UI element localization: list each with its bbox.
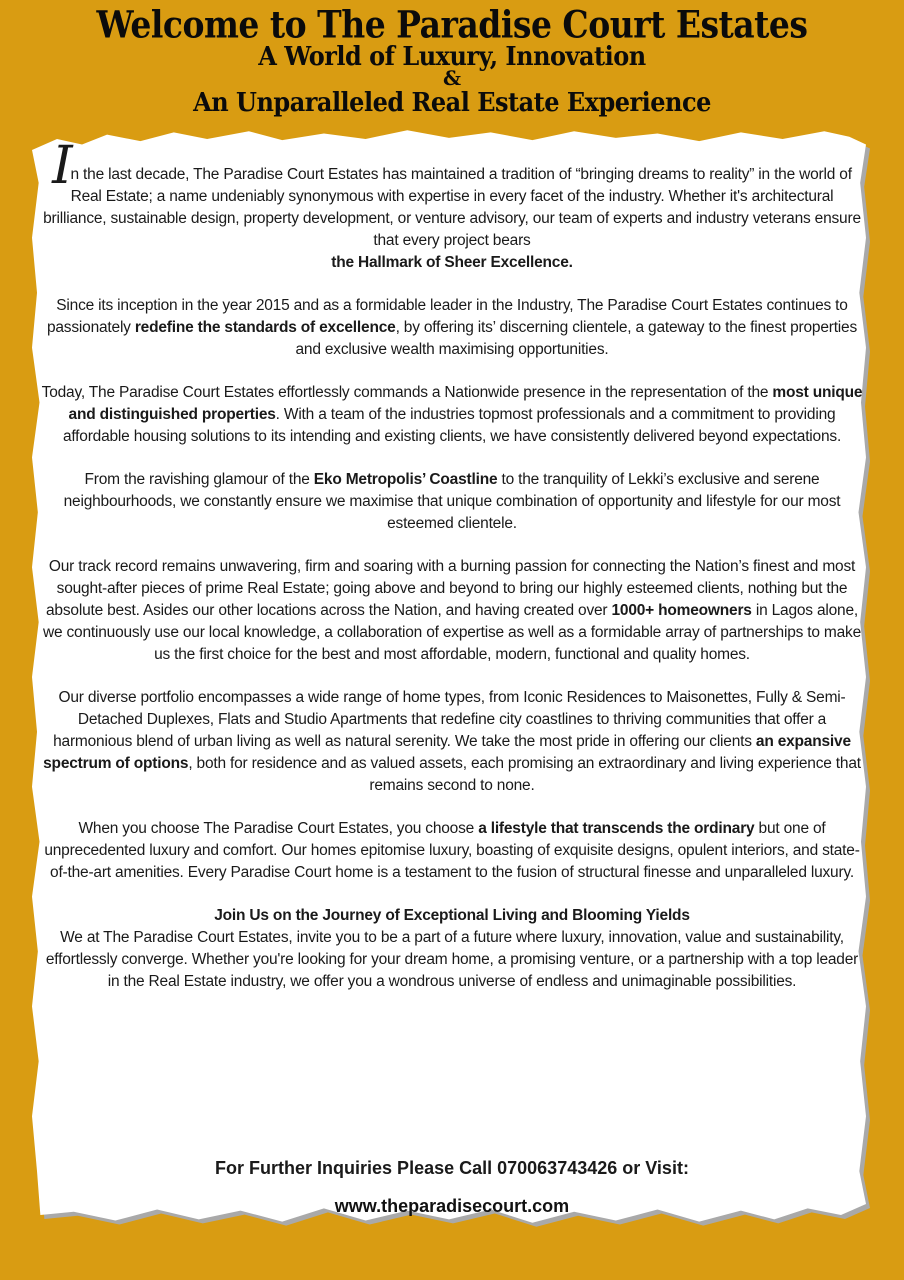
header	[0, 0, 904, 116]
page-title: Welcome to The Paradise Court Estates	[96, 2, 808, 47]
website-link-wrapper	[40, 1196, 864, 1217]
paragraph-join-us: Join Us on the Journey of Exceptional Living and Blooming Yields We at The Paradise Court Estates, invite you to be a part of a future where luxury, innovation, value and sustainability, effortlessly converge. Whether you're looking for your dream home, a promising venture, or a partnership with a top leader in the Real Estate industry, we offer you a wondrous universe of endless and unimaginable possibilities.	[45, 907, 859, 990]
contact-line: For Further Inquiries Please Call 070063743426 or Visit:	[215, 1158, 689, 1178]
paragraph-presence: Today, The Paradise Court Estates effortlessly commands a Nationwide presence in the representation of the most unique and distinguished properties. With a team of the industries topmost professionals and a commitment to providing affordable housing solutions to its intending and existing clients, we have consistently delivered beyond expectations.	[41, 384, 863, 445]
subtitle-line-2: An Unparalleled Real Estate Experience	[193, 85, 711, 118]
subtitle-ampersand: &	[442, 66, 462, 90]
join-us-heading: Join Us on the Journey of Exceptional Living and Blooming Yields	[214, 907, 690, 924]
paragraph-portfolio: Our diverse portfolio encompasses a wide range of home types, from Iconic Residences to Maisonettes, Fully & Semi-Detached Duplexes, Flats and Studio Apartments that redefine city coastlines to thriving communities that offer a harmonious blend of urban living as well as natural serenity. We take the most pride in offering our clients an expansive spectrum of options, both for residence and as valued assets, each promising an extraordinary and living experience that remains second to none.	[43, 689, 861, 794]
website-link[interactable]: www.theparadisecourt.com	[334, 1196, 570, 1216]
paragraph-intro: In the last decade, The Paradise Court Estates has maintained a tradition of “bringing dreams to reality” in the world of Real Estate; a name undeniably synonymous with expertise in every facet of the industry. Whether it's architectural brilliance, sustainable design, property development, or venture advisory, our team of experts and industry veterans ensure that every project bears the Hallmark of Sheer Excellence.	[43, 136, 861, 271]
paragraph-coastline: From the ravishing glamour of the Eko Metropolis’ Coastline to the tranquility of Lekki’s exclusive and serene neighbourhoods, we constantly ensure we maximise that unique combination of opportunity and lifestyle for our most esteemed clientele.	[63, 471, 841, 532]
hallmark-emphasis: the Hallmark of Sheer Excellence.	[331, 254, 573, 271]
paragraph-track-record: Our track record remains unwavering, firm and soaring with a burning passion for connecting the Nation’s finest and most sought-after pieces of prime Real Estate; going above and beyond to bring our highly esteemed clients, nothing but the absolute best. Asides our other locations across the Nation, and having created over 1000+ homeowners in Lagos alone, we continuously use our local knowledge, a collaboration of expertise as well as a formidable array of partnerships to make us the first choice for the best and most affordable, modern, functional and quality homes.	[42, 558, 862, 663]
subtitle-line-1: A World of Luxury, Innovation	[258, 39, 646, 72]
body-content	[40, 136, 864, 1014]
paragraph-lifestyle: When you choose The Paradise Court Estates, you choose a lifestyle that transcends the ordinary but one of unprecedented luxury and comfort. Our homes epitomise luxury, boasting of exquisite designs, opulent interiors, and state-of-the-art amenities. Every Paradise Court home is a testament to the fusion of structural finesse and unparalleled luxury.	[44, 820, 860, 881]
dropcap-letter: I	[52, 136, 73, 196]
paragraph-inception: Since its inception in the year 2015 and as a formidable leader in the Industry, The Paradise Court Estates continues to passionately redefine the standards of excellence, by offering its’ discerning clientele, a gateway to the finest properties and exclusive wealth maximising opportunities.	[46, 297, 858, 358]
